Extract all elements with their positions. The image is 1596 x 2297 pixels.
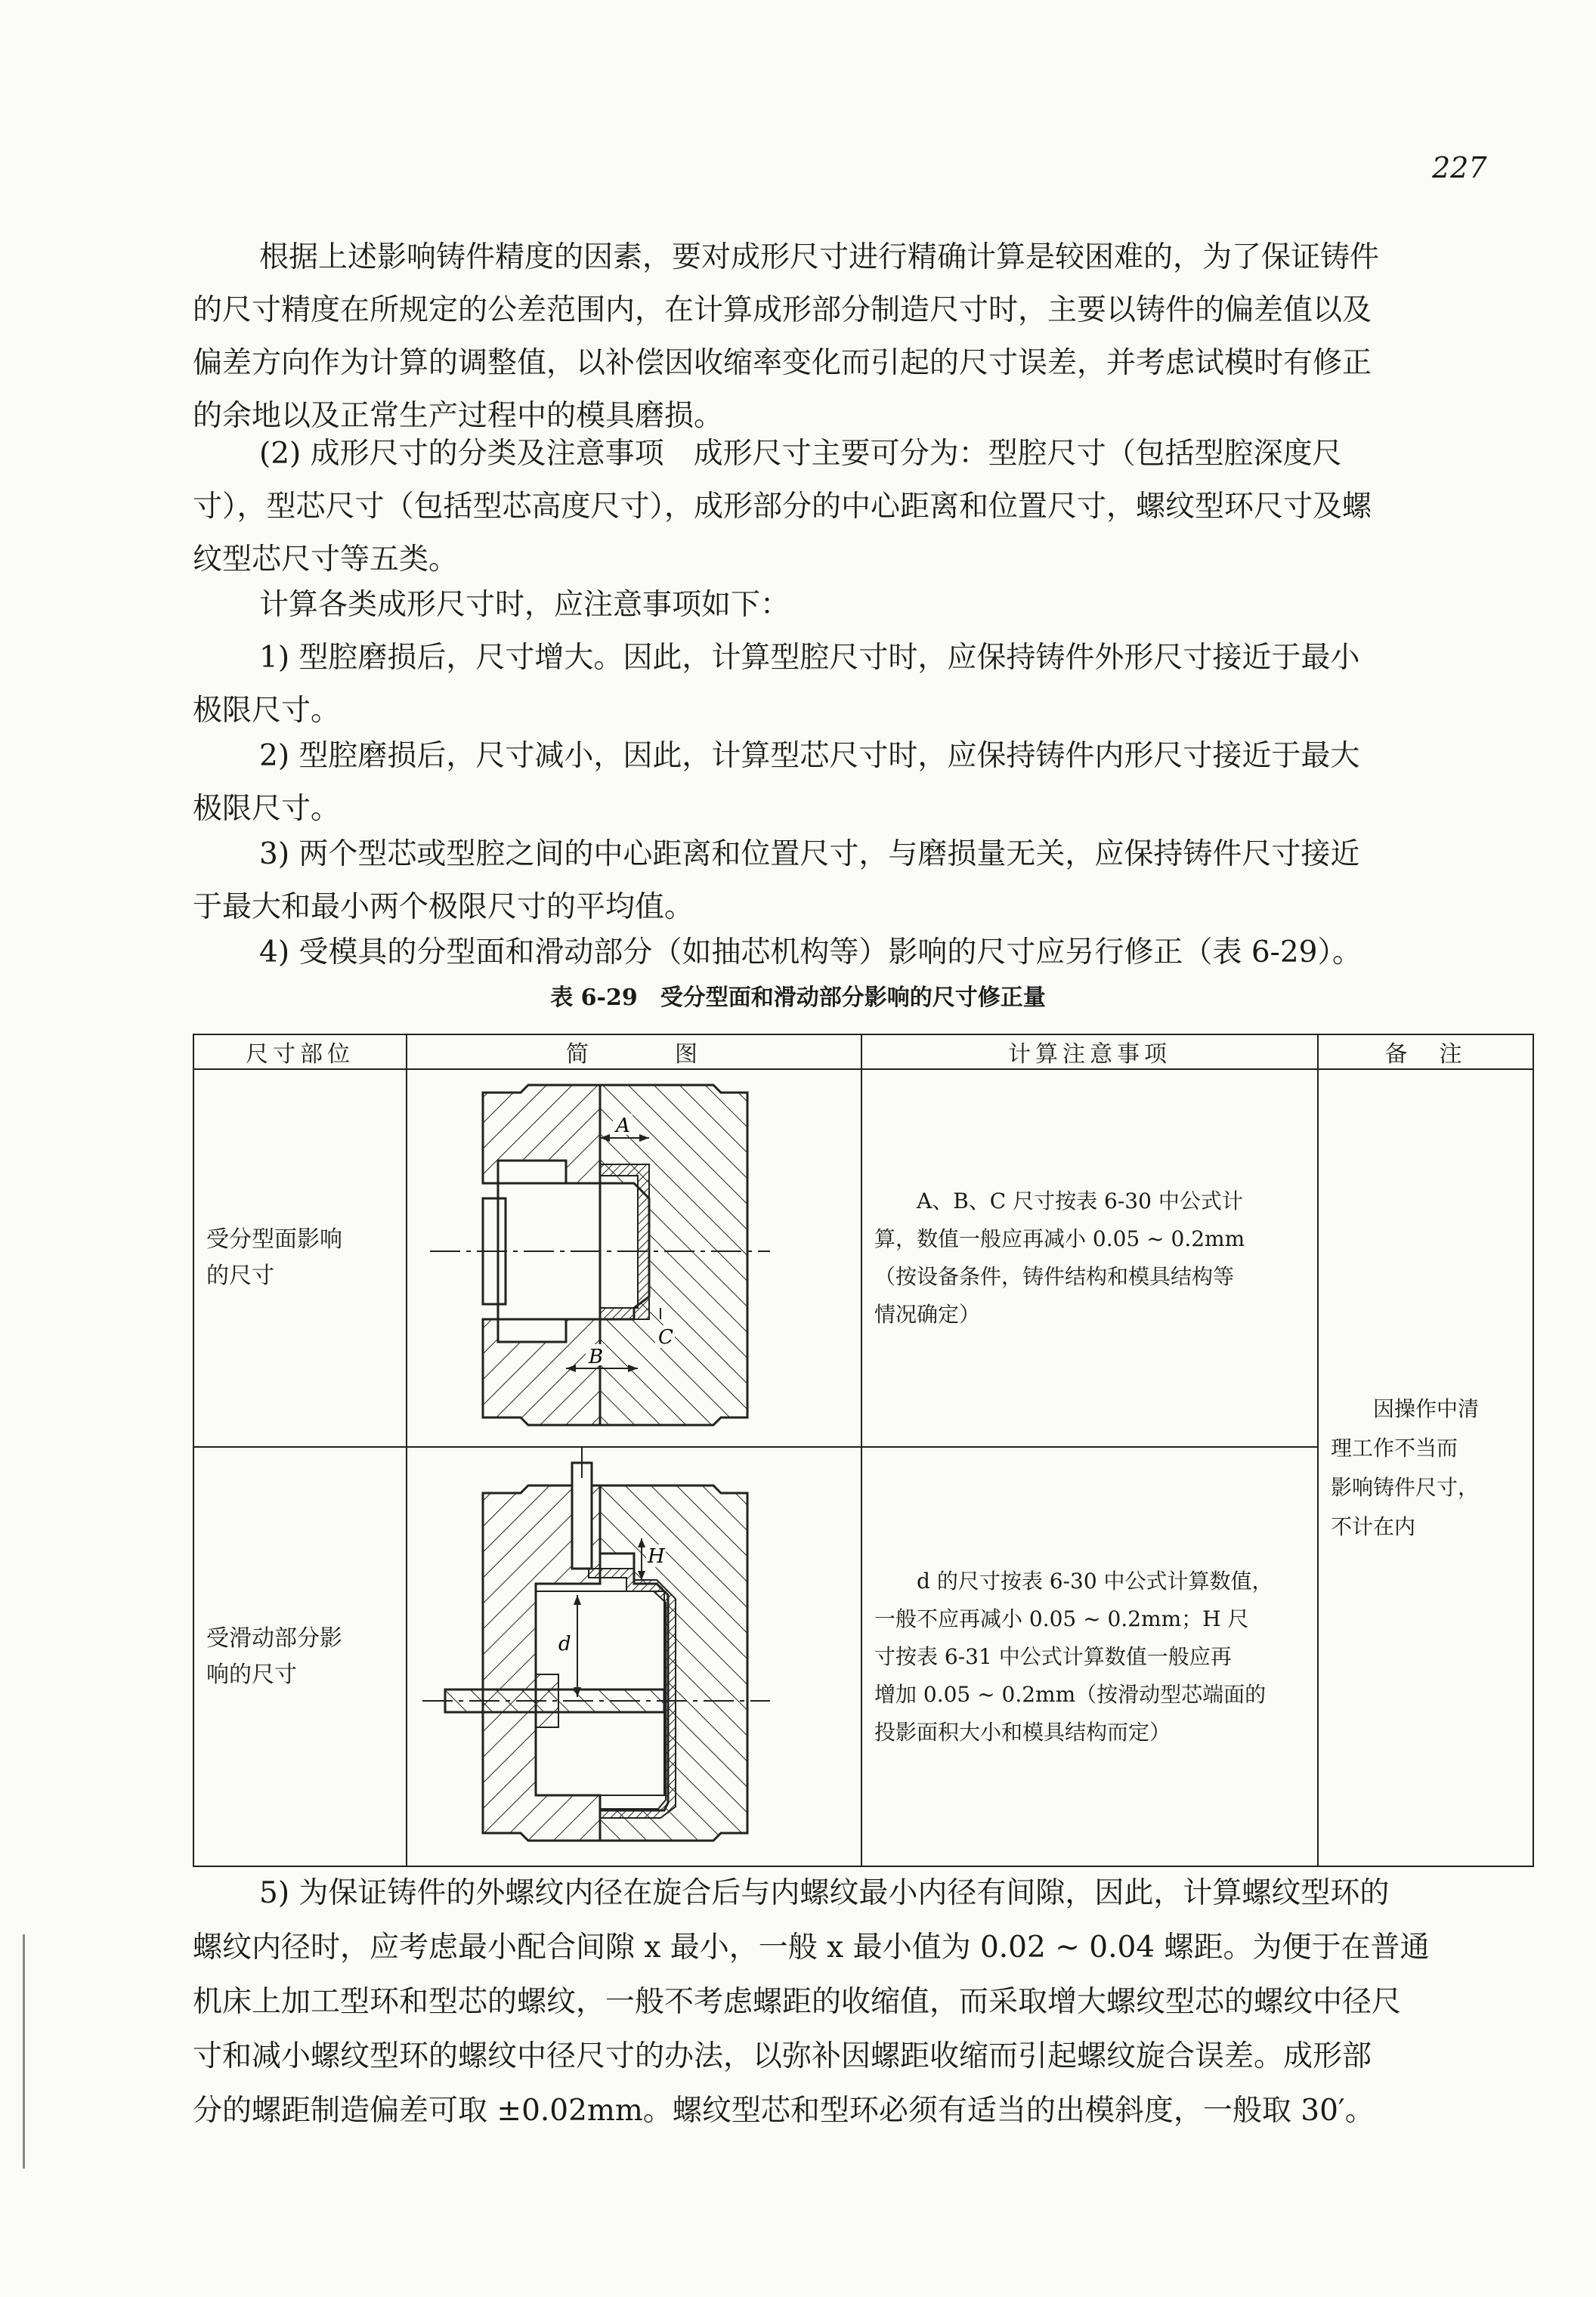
intro-line: 偏差方向作为计算的调整值，以补偿因收缩率变化而引起的尺寸误差，并考虑试模时有修正 xyxy=(193,346,1372,380)
item-2 xyxy=(193,730,1534,836)
table-row xyxy=(193,1069,1533,1447)
header-notes: 计算注意事项 xyxy=(861,1034,1318,1069)
row2-part-line: 受滑动部分影 xyxy=(206,1625,342,1652)
header-remark: 备 注 xyxy=(1318,1034,1533,1069)
section-2-line: 寸），型芯尺寸（包括型芯高度尺寸），成形部分的中心距离和位置尺寸，螺纹型环尺寸及螺 xyxy=(193,490,1372,524)
parting-surface-diagram xyxy=(407,1070,861,1440)
row1-note-line: A、B、C 尺寸按表 6-30 中公式计 xyxy=(917,1189,1243,1213)
item-5-line: 寸和减小螺纹型环的螺纹中径尺寸的办法，以弥补因螺距收缩而引起螺纹旋合误差。成形部 xyxy=(193,2039,1372,2073)
page-number: 227 xyxy=(1432,151,1487,184)
row2-note-line: 寸按表 6-31 中公式计算数值一般应再 xyxy=(874,1643,1232,1669)
row2-part xyxy=(193,1447,407,1866)
dim-label-b: B xyxy=(589,1346,604,1368)
correction-table xyxy=(193,1034,1534,1867)
item-1 xyxy=(193,632,1534,737)
header-part: 尺寸部位 xyxy=(193,1034,407,1069)
row1-part-line: 的尺寸 xyxy=(206,1263,274,1289)
remark-line: 影响铸件尺寸， xyxy=(1331,1474,1480,1500)
item-1-line: 1) 型腔磨损后，尺寸增大。因此，计算型腔尺寸时，应保持铸件外形尺寸接近于最小 xyxy=(259,641,1360,675)
table-header-row xyxy=(193,1034,1533,1069)
item-2-line: 2) 型腔磨损后，尺寸减小，因此，计算型芯尺寸时，应保持铸件内形尺寸接近于最大 xyxy=(259,739,1360,773)
item-4 xyxy=(193,926,1534,979)
item-5 xyxy=(193,1866,1534,2138)
header-figure: 简 图 xyxy=(407,1034,861,1069)
row1-figure xyxy=(407,1069,861,1447)
row2-notes xyxy=(861,1447,1318,1866)
intro-line: 的尺寸精度在所规定的公差范围内，在计算成形部分制造尺寸时，主要以铸件的偏差值以及 xyxy=(193,293,1372,327)
section-2-paragraph xyxy=(193,428,1534,586)
row1-notes xyxy=(861,1069,1318,1447)
section-2-line: 纹型芯尺寸等五类。 xyxy=(193,543,459,577)
row2-note-line: 一般不应再减小 0.05 ~ 0.2mm；H 尺 xyxy=(874,1606,1249,1631)
item-3-line: 于最大和最小两个极限尺寸的平均值。 xyxy=(193,890,694,924)
item-3-line: 3) 两个型芯或型腔之间的中心距离和位置尺寸，与磨损量无关，应保持铸件尺寸接近 xyxy=(259,837,1360,871)
table-caption: 表 6-29 受分型面和滑动部分影响的尺寸修正量 xyxy=(550,985,1046,1011)
calc-intro xyxy=(193,579,1534,632)
item-5-line: 螺纹内径时，应考虑最小配合间隙 x 最小，一般 x 最小值为 0.02 ~ 0.04 螺距。为便于在普通 xyxy=(193,1931,1430,1965)
row2-note-line: d 的尺寸按表 6-30 中公式计算数值， xyxy=(917,1568,1273,1594)
row1-part-line: 受分型面影响 xyxy=(206,1226,342,1253)
remark-cell xyxy=(1318,1069,1533,1866)
item-5-line: 分的螺距制造偏差可取 ±0.02mm。螺纹型芯和型环必须有适当的出模斜度，一般取 30′。 xyxy=(193,2094,1375,2128)
margin-line xyxy=(23,1934,25,2169)
intro-paragraph xyxy=(193,231,1534,443)
row1-note-line: 情况确定） xyxy=(874,1302,981,1327)
row2-figure xyxy=(407,1447,861,1866)
remark-line: 理工作不当而 xyxy=(1331,1435,1458,1461)
row1-note-line: （按设备条件，铸件结构和模具结构等 xyxy=(874,1264,1235,1289)
item-5-line: 机床上加工型环和型芯的螺纹，一般不考虑螺距的收缩值，而采取增大螺纹型芯的螺纹中径尺 xyxy=(193,1985,1402,2019)
row1-part xyxy=(193,1069,407,1447)
dim-label-d: d xyxy=(558,1633,571,1656)
section-2-line: (2) 成形尺寸的分类及注意事项 成形尺寸主要可分为：型腔尺寸（包括型腔深度尺 xyxy=(259,437,1342,471)
item-5-line: 5) 为保证铸件的外螺纹内径在旋合后与内螺纹最小内径有间隙，因此，计算螺纹型环的 xyxy=(259,1876,1390,1910)
intro-line: 根据上述影响铸件精度的因素，要对成形尺寸进行精确计算是较困难的，为了保证铸件 xyxy=(259,240,1380,274)
row2-note-line: 增加 0.05 ~ 0.2mm（按滑动型芯端面的 xyxy=(874,1681,1267,1707)
remark-line: 不计在内 xyxy=(1331,1513,1416,1539)
sliding-core-diagram xyxy=(407,1448,861,1860)
item-4-line: 4) 受模具的分型面和滑动部分（如抽芯机构等）影响的尺寸应另行修正（表 6-29）。 xyxy=(259,935,1362,969)
dim-label-a: A xyxy=(616,1114,630,1137)
dim-label-h: H xyxy=(648,1545,665,1568)
row2-note-line: 投影面积大小和模具结构而定） xyxy=(874,1719,1171,1745)
item-2-line: 极限尺寸。 xyxy=(193,792,341,826)
item-1-line: 极限尺寸。 xyxy=(193,694,341,728)
dim-label-c: C xyxy=(658,1326,673,1349)
intro-line: 的余地以及正常生产过程中的模具磨损。 xyxy=(193,399,724,433)
row2-part-line: 响的尺寸 xyxy=(206,1661,297,1688)
row1-note-line: 算，数值一般应再减小 0.05 ~ 0.2mm xyxy=(874,1226,1245,1251)
item-3 xyxy=(193,828,1534,934)
calc-intro-line: 计算各类成形尺寸时，应注意事项如下： xyxy=(259,588,790,622)
remark-line: 因操作中清 xyxy=(1373,1396,1480,1421)
